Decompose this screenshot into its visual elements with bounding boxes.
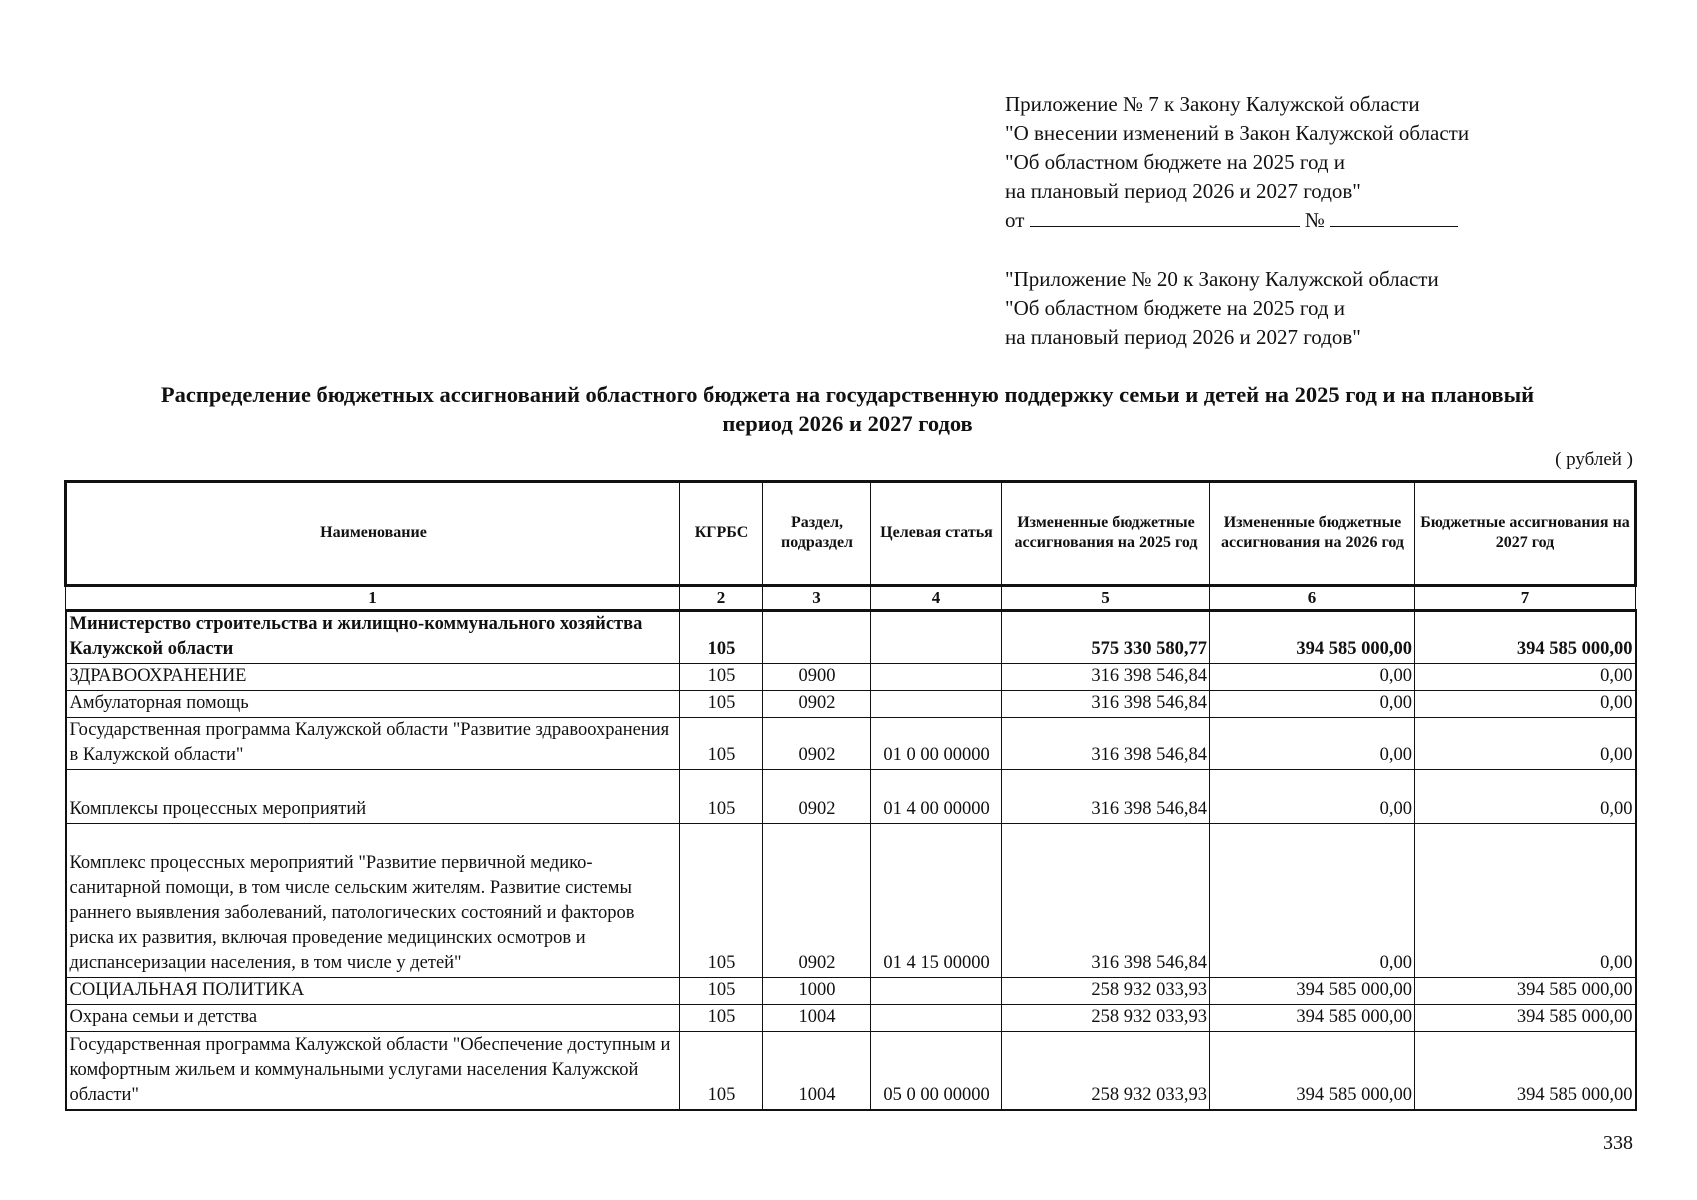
col-number: 2: [680, 586, 763, 611]
row-2025: 258 932 033,93: [1002, 1005, 1210, 1032]
row-2026: 0,00: [1210, 691, 1415, 718]
row-name: Министерство строительства и жилищно-коммунального хозяйства Калужской области: [66, 611, 680, 664]
currency-unit: ( рублей ): [1555, 449, 1633, 470]
row-2026: 394 585 000,00: [1210, 611, 1415, 664]
col-header-kgrbs: КГРБС: [680, 482, 763, 586]
header-line: Приложение № 7 к Закону Калужской области: [1005, 92, 1420, 116]
row-section: 1000: [763, 978, 871, 1005]
header-line: "Приложение № 20 к Закону Калужской области: [1005, 267, 1439, 291]
row-kgrbs: 105: [680, 1005, 763, 1032]
row-2027: 0,00: [1415, 664, 1636, 691]
row-2027: 0,00: [1415, 718, 1636, 770]
title-line-2: период 2026 и 2027 годов: [722, 411, 973, 436]
row-target: [871, 691, 1002, 718]
date-number-line: [1005, 206, 1469, 235]
row-section: 0900: [763, 664, 871, 691]
title-line-1: Распределение бюджетных ассигнований областного бюджета на государственную поддержку семьи и детей на 2025 год и на плановый: [160, 382, 1535, 407]
row-name: Комплекс процессных мероприятий "Развитие первичной медико-санитарной помощи, в том числе сельским жителям. Развитие системы раннего выявления заболеваний, патологических состояний и факторов риска их развития, включая проведение медицинских осмотров и диспансеризации населения, в том числе у детей": [66, 824, 680, 978]
row-name: СОЦИАЛЬНАЯ ПОЛИТИКА: [66, 978, 680, 1005]
row-kgrbs: 105: [680, 691, 763, 718]
col-header-section: Раздел, подраздел: [763, 482, 871, 586]
row-2025: 316 398 546,84: [1002, 770, 1210, 824]
row-kgrbs: 105: [680, 718, 763, 770]
row-2027: 0,00: [1415, 770, 1636, 824]
row-2025: 575 330 580,77: [1002, 611, 1210, 664]
row-target: [871, 611, 1002, 664]
row-name: Охрана семьи и детства: [66, 1005, 680, 1032]
header-line: "Об областном бюджете на 2025 год и: [1005, 150, 1346, 174]
col-header-target: Целевая статья: [871, 482, 1002, 586]
row-target: 01 0 00 00000: [871, 718, 1002, 770]
row-2025: 316 398 546,84: [1002, 664, 1210, 691]
col-number: 4: [871, 586, 1002, 611]
table-header-row: [66, 482, 1636, 586]
number-label: №: [1304, 208, 1325, 232]
row-2026: 394 585 000,00: [1210, 1005, 1415, 1032]
row-2025: 316 398 546,84: [1002, 718, 1210, 770]
row-section: [763, 611, 871, 664]
row-section: 0902: [763, 824, 871, 978]
row-2025: 316 398 546,84: [1002, 691, 1210, 718]
row-kgrbs: 105: [680, 770, 763, 824]
row-kgrbs: 105: [680, 611, 763, 664]
table-row: [66, 664, 1636, 691]
row-2026: 0,00: [1210, 770, 1415, 824]
table-row: [66, 718, 1636, 770]
col-number: 3: [763, 586, 871, 611]
row-section: 0902: [763, 770, 871, 824]
row-2026: 0,00: [1210, 718, 1415, 770]
col-number: 6: [1210, 586, 1415, 611]
column-number-row: [66, 586, 1636, 611]
row-name: Амбулаторная помощь: [66, 691, 680, 718]
row-2025: 316 398 546,84: [1002, 824, 1210, 978]
appendix-header: [1005, 90, 1469, 352]
row-target: [871, 1005, 1002, 1032]
row-target: 05 0 00 00000: [871, 1032, 1002, 1110]
row-2025: 258 932 033,93: [1002, 1032, 1210, 1110]
table-row: [66, 691, 1636, 718]
table-row: [66, 611, 1636, 664]
header-line: на плановый период 2026 и 2027 годов": [1005, 179, 1361, 203]
row-2027: 394 585 000,00: [1415, 1005, 1636, 1032]
row-2026: 0,00: [1210, 664, 1415, 691]
number-blank: [1330, 208, 1458, 227]
col-number: 5: [1002, 586, 1210, 611]
row-2027: 394 585 000,00: [1415, 978, 1636, 1005]
row-section: 1004: [763, 1005, 871, 1032]
page-number: 338: [1603, 1132, 1633, 1154]
header-line: "Об областном бюджете на 2025 год и: [1005, 296, 1346, 320]
row-kgrbs: 105: [680, 1032, 763, 1110]
header-line: "О внесении изменений в Закон Калужской области: [1005, 121, 1470, 145]
table-row: [66, 978, 1636, 1005]
row-kgrbs: 105: [680, 664, 763, 691]
row-name: Государственная программа Калужской области "Обеспечение доступным и комфортным жильем и коммунальными услугами населения Калужской области": [66, 1032, 680, 1110]
row-kgrbs: 105: [680, 824, 763, 978]
row-2027: 394 585 000,00: [1415, 611, 1636, 664]
budget-table: [64, 480, 1637, 1111]
row-section: 1004: [763, 1032, 871, 1110]
row-section: 0902: [763, 691, 871, 718]
col-number: 7: [1415, 586, 1636, 611]
from-label: от: [1005, 208, 1025, 232]
col-header-name: Наименование: [66, 482, 680, 586]
date-blank: [1030, 208, 1300, 227]
header-line: на плановый период 2026 и 2027 годов": [1005, 325, 1361, 349]
row-2027: 0,00: [1415, 691, 1636, 718]
row-section: 0902: [763, 718, 871, 770]
document-title: [60, 380, 1635, 438]
row-2026: 394 585 000,00: [1210, 1032, 1415, 1110]
row-target: [871, 664, 1002, 691]
row-2025: 258 932 033,93: [1002, 978, 1210, 1005]
row-target: 01 4 00 00000: [871, 770, 1002, 824]
row-kgrbs: 105: [680, 978, 763, 1005]
row-name: ЗДРАВООХРАНЕНИЕ: [66, 664, 680, 691]
table-row: [66, 1005, 1636, 1032]
row-2027: 394 585 000,00: [1415, 1032, 1636, 1110]
row-2027: 0,00: [1415, 824, 1636, 978]
row-2026: 0,00: [1210, 824, 1415, 978]
col-number: 1: [66, 586, 680, 611]
row-2026: 394 585 000,00: [1210, 978, 1415, 1005]
row-name: Государственная программа Калужской области "Развитие здравоохранения в Калужской области": [66, 718, 680, 770]
row-name: Комплексы процессных мероприятий: [66, 770, 680, 824]
col-header-2025: Измененные бюджетные ассигнования на 2025 год: [1002, 482, 1210, 586]
table-row: [66, 1032, 1636, 1110]
col-header-2026: Измененные бюджетные ассигнования на 2026 год: [1210, 482, 1415, 586]
row-target: 01 4 15 00000: [871, 824, 1002, 978]
table-row: [66, 770, 1636, 824]
col-header-2027: Бюджетные ассигнования на 2027 год: [1415, 482, 1636, 586]
row-target: [871, 978, 1002, 1005]
table-row: [66, 824, 1636, 978]
